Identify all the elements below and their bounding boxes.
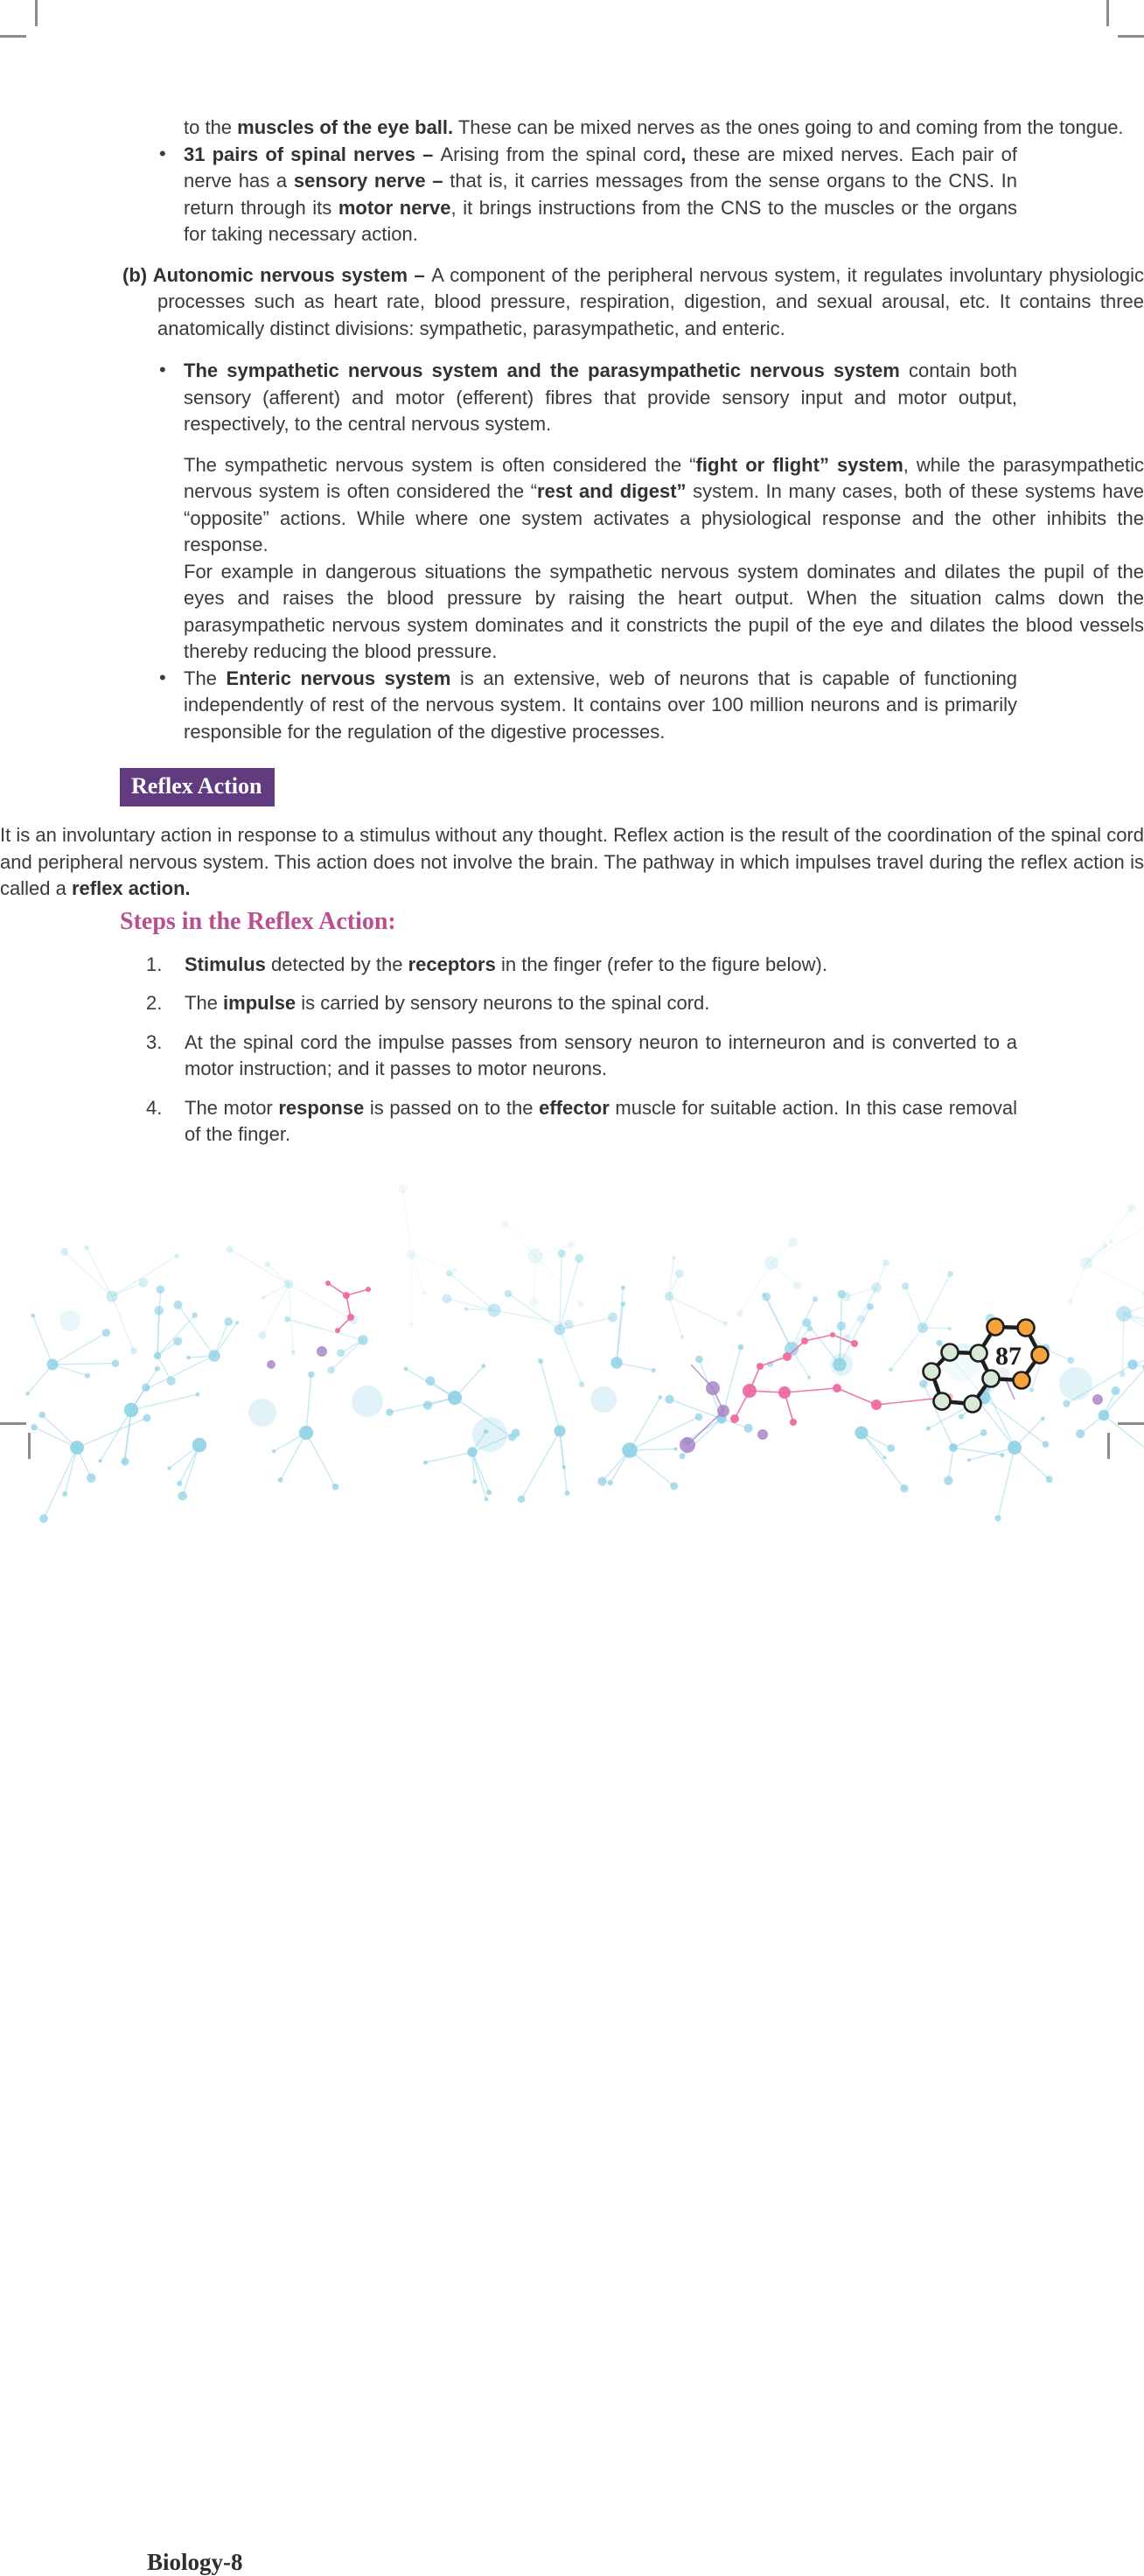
bullet-enteric-text: The Enteric nervous system is an extensive, web of neurons that is capable of functioning independently of rest of the nervous system. It contains over 100 million neurons and is primarily responsible for the regulation of the digestive processes.	[184, 666, 1017, 746]
bullet-icon: •	[159, 357, 166, 384]
step-number: 2.	[146, 990, 162, 1017]
paragraph-example-dangerous-situations: For example in dangerous situations the sympathetic nervous system dominates and dilates the pupil of the eyes and raises the blood pressure by raising the heart output. When the situation calms down the parasympathetic nervous system dominates and it constricts the pupil of the eye and dilates the blood vessels thereby reducing the blood pressure.	[184, 559, 1144, 666]
crop-mark-top-left-v	[35, 0, 38, 26]
page-number: 87	[995, 1342, 1022, 1371]
crop-mark-top-right-v	[1106, 0, 1109, 26]
crop-mark-top-right-h	[1118, 35, 1144, 38]
reflex-step-3	[185, 1030, 1017, 1083]
step-text: The impulse is carried by sensory neurons to the spinal cord.	[185, 990, 1017, 1017]
reflex-step-2	[185, 990, 1017, 1017]
bullet-spinal-nerves	[184, 142, 1017, 248]
crop-mark-top-left-h	[0, 35, 26, 38]
reflex-step-1	[185, 952, 1017, 979]
paragraph-autonomic-nervous-system: (b) Autonomic nervous system – A component of the peripheral nervous system, it regulates involuntary physiologic processes such as heart rate, blood pressure, respiration, digestion, and sexual arousal, etc. It contains three anatomically distinct divisions: sympathetic, parasympathetic, and enteric.	[157, 262, 1144, 343]
book-title-footer: Biology-8	[147, 2549, 243, 2576]
reflex-step-4	[185, 1095, 1017, 1148]
paragraph-eye-ball-continuation: to the muscles of the eye ball. These can be mixed nerves as the ones going to and coming from the tongue.	[184, 115, 1144, 142]
bullet-spinal-nerves-text: 31 pairs of spinal nerves – Arising from the spinal cord, these are mixed nerves. Each pair of nerve has a sensory nerve – that is, it carries messages from the sense organs to the CNS. In return through its motor nerve, it brings instructions from the CNS to the muscles or the organs for taking necessary action.	[184, 142, 1017, 248]
bullet-icon: •	[159, 141, 166, 168]
molecular-network-graphic	[0, 1216, 1144, 1459]
bullet-sympathetic-text: The sympathetic nervous system and the parasympathetic nervous system contain both sensory (afferent) and motor (efferent) fibres that provide sensory input and motor output, respectively, to the central nervous system.	[184, 358, 1017, 438]
reflex-action-heading-row	[120, 768, 1017, 806]
step-text: Stimulus detected by the receptors in the finger (refer to the figure below).	[185, 952, 1017, 979]
page-content	[0, 115, 1144, 1161]
step-text: At the spinal cord the impulse passes from sensory neuron to interneuron and is converted to a motor instruction; and it passes to motor neurons.	[185, 1030, 1017, 1083]
paragraph-fight-or-flight: The sympathetic nervous system is often considered the “fight or flight” system, while the parasympathetic nervous system is often considered the “rest and digest” system. In many cases, both of these systems have “opposite” actions. While where one system activates a physiological response and the other inhibits the response.	[184, 452, 1144, 559]
paragraph-reflex-definition: It is an involuntary action in response to a stimulus without any thought. Reflex action is the result of the coordination of the spinal cord and peripheral nervous system. This action does not involve the brain. The pathway in which impulses travel during the reflex action is called a reflex action.	[0, 822, 1144, 903]
bullet-sympathetic-parasympathetic	[184, 358, 1017, 438]
step-text: The motor response is passed on to the effector muscle for suitable action. In this case removal of the finger.	[185, 1095, 1017, 1148]
step-number: 4.	[146, 1095, 162, 1122]
reflex-action-heading: Reflex Action	[120, 768, 275, 806]
step-number: 3.	[146, 1030, 162, 1057]
bullet-icon: •	[159, 665, 166, 692]
steps-in-reflex-action-heading: Steps in the Reflex Action:	[120, 906, 1017, 938]
step-number: 1.	[146, 952, 162, 979]
footer-decoration-band	[0, 1216, 1144, 1459]
bullet-enteric-nervous-system	[184, 666, 1017, 746]
